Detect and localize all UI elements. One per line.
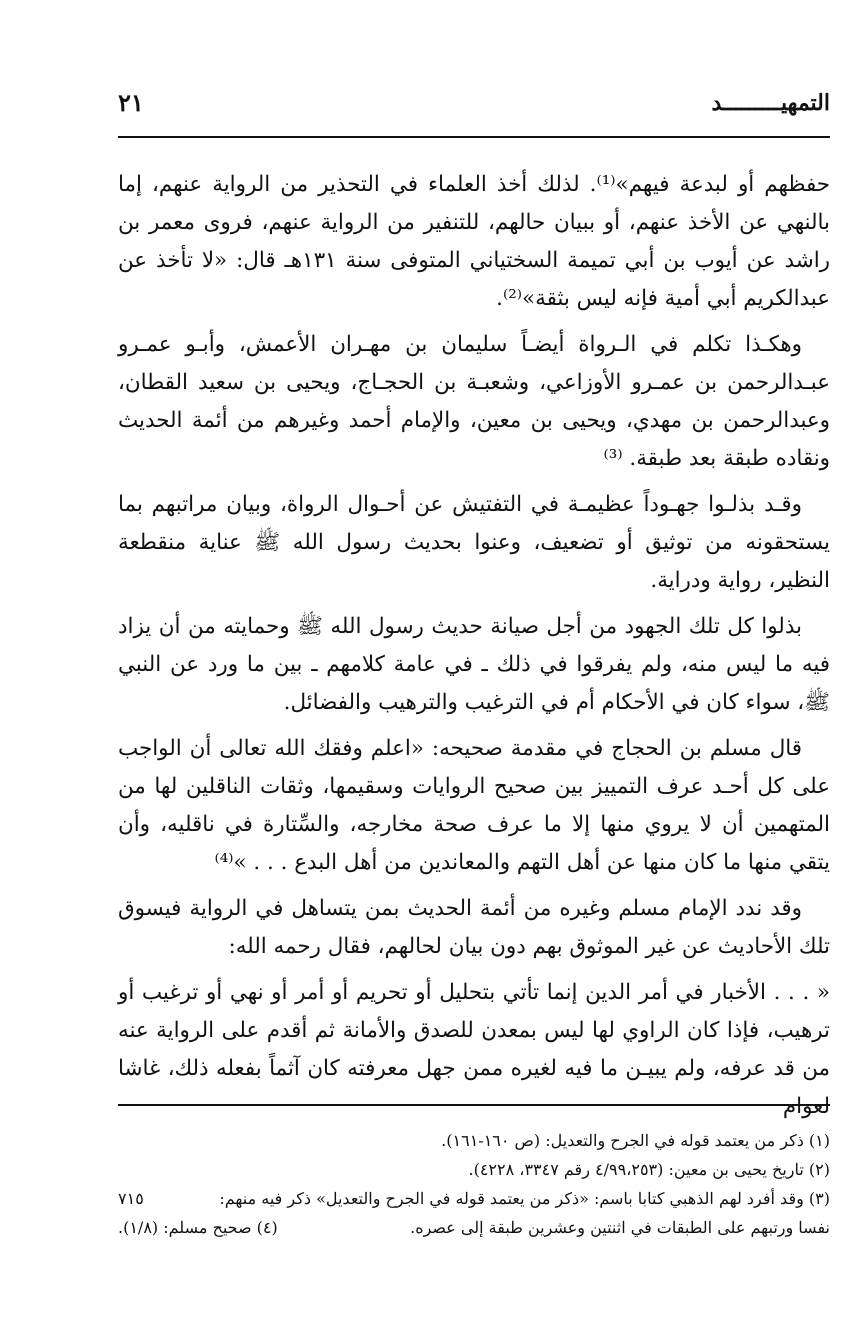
paragraph: وقـد بذلـوا جهـوداً عظيمـة في التفتيش عن أحـوال الرواة، وبيان مراتبهم بما يستحقونه من توثيق أو تضعيف، وعنوا بحديث رسول الله ﷺ عناية منقطعة النظير، رواية ودراية. (118, 492, 830, 593)
page-header (118, 86, 830, 138)
footnote-text: (١) ذكر من يعتمد قوله في الجرح والتعديل: (ص ١٦٠-١٦١). (441, 1131, 830, 1150)
page-number: ٢١ (118, 88, 144, 117)
paragraph: حفظهم أو لبدعة فيهم»⁽¹⁾. لذلك أخذ العلماء في التحذير من الرواية عنهم، إما بالنهي عن الأخذ عنهم، أو ببيان حالهم، للتنفير من الرواية عنهم، فروى معمر بن راشد عن أيوب بن أبي تميمة السختياني المتوفى سنة ١٣١هـ قال: «لا تأخذ عن عبدالكريم أبي أمية فإنه ليس بثقة»⁽²⁾. (118, 172, 830, 311)
main-text (118, 166, 830, 1134)
running-title: التمهيـــــــــد (711, 90, 830, 116)
footnote-4: (٤) صحيح مسلم: (١/٨). (118, 1218, 278, 1237)
footnote-text: (٣) وقد أفرد لهم الذهبي كتابا باسم: «ذكر من يعتمد قوله في الجرح والتعديل» ذكر فيه منهم: (219, 1189, 830, 1208)
footnote-2 (118, 1155, 830, 1184)
footnote-3-continued-and-4 (118, 1213, 830, 1242)
paragraph: وقد ندد الإمام مسلم وغيره من أئمة الحديث بمن يتساهل في الرواية فيسوق تلك الأحاديث عن غير الموثوق بهم دون بيان لحالهم، فقال رحمه الله: (118, 896, 830, 959)
footnote-text: نفسا ورتبهم على الطبقات في اثنتين وعشرين طبقة إلى عصره. (410, 1218, 830, 1237)
quote-paragraph: « . . . الأخبار في أمر الدين إنما تأتي بتحليل أو تحريم أو أمر أو نهي أو ترغيب أو ترهيب، فإذا كان الراوي لها ليس بمعدن للصدق والأمانة ثم أقدم على الرواية عنه من قد عرفه، ولم يبيـن ما فيه لغيره ممن جهل معرفته كان آثماً بفعله ذلك، غاشا لعوام (118, 980, 830, 1119)
paragraph: وهكـذا تكلم في الـرواة أيضـاً سليمان بن مهـران الأعمش، وأبـو عمـرو عبـدالرحمن بن عمـرو الأوزاعي، وشعبـة بن الحجـاج، ويحيى بن سعيد القطان، وعبدالرحمن بن مهدي، ويحيى بن معين، والإمام أحمد وغيرهم من أئمة الحديث ونقاده طبقة بعد طبقة. ⁽³⁾ (118, 332, 830, 471)
footnote-1 (118, 1126, 830, 1155)
footnote-count: ٧١٥ (118, 1189, 144, 1208)
footnote-text: (٢) تاريخ يحيى بن معين: (٤/٩٩،٢٥٣ رقم ٣٣٤٧، ٤٢٢٨). (468, 1160, 830, 1179)
footnote-3 (118, 1184, 830, 1213)
footnotes (118, 1104, 830, 1242)
paragraph: قال مسلم بن الحجاج في مقدمة صحيحه: «اعلم وفقك الله تعالى أن الواجب على كل أحـد عرف التمييز بين صحيح الروايات وسقيمها، وثقات الناقلين لها من المتهمين أن لا يروي منها إلا ما عرف صحة مخارجه، والسِّتارة في ناقليه، وأن يتقي منها ما كان منها عن أهل التهم والمعاندين من أهل البدع . . . »⁽⁴⁾ (118, 736, 830, 875)
paragraph: بذلوا كل تلك الجهود من أجل صيانة حديث رسول الله ﷺ وحمايته من أن يزاد فيه ما ليس منه، ولم يفرقوا في ذلك ـ في عامة كلامهم ـ بين ما ورد عن النبي ﷺ، سواء كان في الأحكام أم في الترغيب والترهيب والفضائل. (118, 614, 830, 715)
